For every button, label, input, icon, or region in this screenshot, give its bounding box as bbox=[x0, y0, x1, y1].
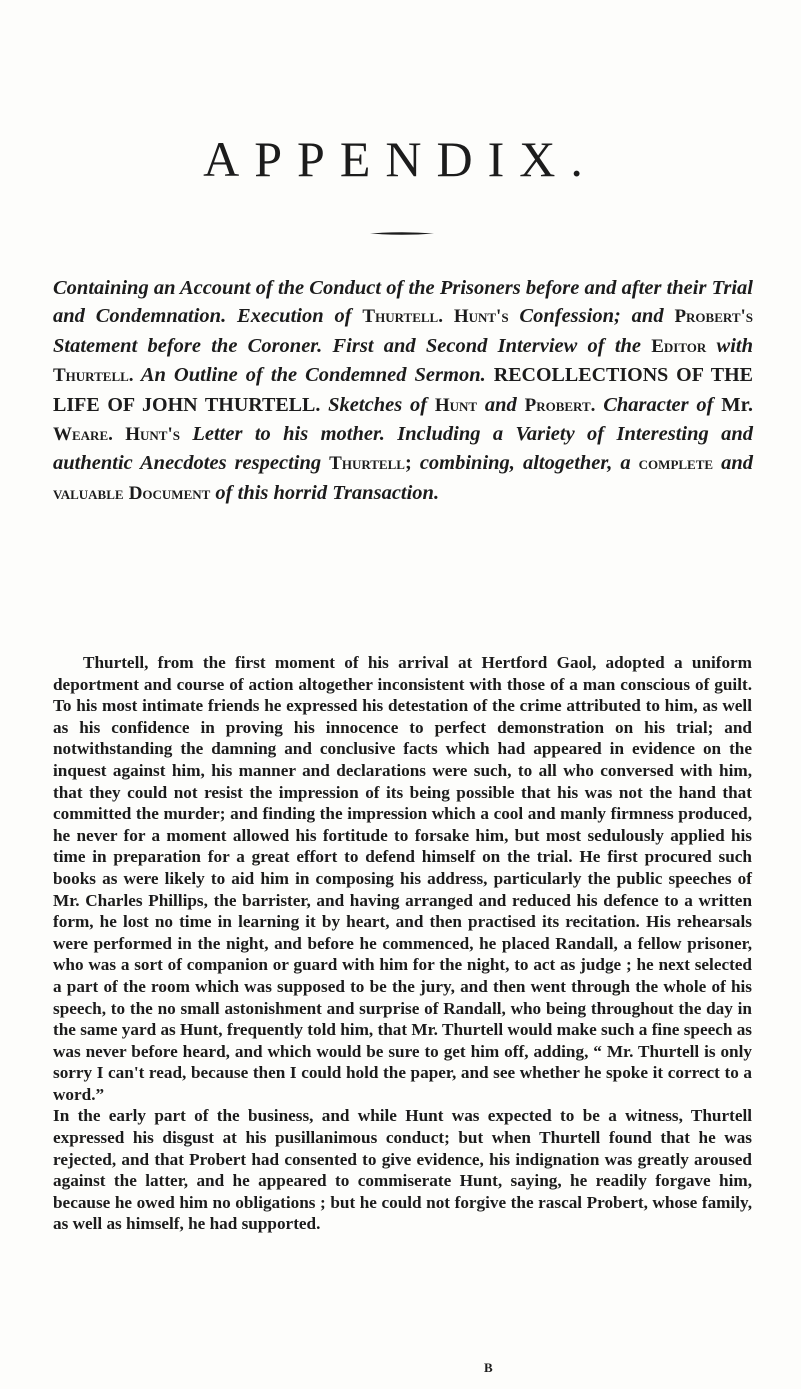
paragraph-2: In the early part of the business, and while Hunt was expected to be a witness, Thurtell expressed his disgust at his pusillanimous conduct; but when Thurtell found that he was rejected, and that Probert had consented to give evidence, his indignation was greatly aroused against the latter, and he appeared to commiserate Hunt, saying, he readily forgave him, because he owed him no obligations ; but he could not forgive the rascal Probert, whose family, as well as himself, he had supported. bbox=[53, 1106, 752, 1234]
contents-segment: Hunt bbox=[434, 394, 478, 416]
contents-segment bbox=[664, 305, 675, 327]
contents-segment: Weare. bbox=[53, 424, 113, 446]
contents-segment: Thurtell bbox=[329, 453, 405, 475]
contents-segment bbox=[113, 423, 125, 445]
contents-segment: and bbox=[631, 305, 664, 328]
contents-segment: Document bbox=[128, 482, 211, 504]
contents-segment bbox=[443, 305, 454, 327]
appendix-heading: APPENDIX. bbox=[203, 131, 598, 187]
contents-segment: and bbox=[477, 393, 525, 416]
contents-segment: Hunt's bbox=[453, 306, 509, 328]
contents-segment: Character of bbox=[595, 393, 722, 416]
contents-segment: with bbox=[706, 334, 754, 357]
paragraph-1: Thurtell, from the first moment of his arrival at Hertford Gaol, adopted a uniform deportment and course of action altogether inconsistent with those of a man conscious of guilt. To his most intimate friends he expressed his detestation of the crime attributed to him, as well as his confidence in proving his innocence to perfect demonstration on his trial; and notwithstanding the damning and conclusive facts which had appeared in evidence on the inquest against him, his manner and declarations were such, to all who conversed with him, that they could not resist the impression of its being possible that his was not the hand that committed the murder; and finding the impression which a cool and manly firmness produced, he never for a moment allowed his fortitude to forsake him, but most sedulously applied his time in preparation for a great effort to defend himself on the trial. He first procured such books as were likely to aid him in composing his address, particularly the public speeches of Mr. Charles Phillips, the barrister, and having arranged and reduced his defence to a written form, he lost no time in learning it by heart, and then practised its recitation. His rehearsals were performed in the night, and before he commenced, he placed Randall, a fellow prisoner, who was a sort of companion or guard with him for the night, to act as judge ; he next selected a part of the room which was supposed to be the jury, and then went through the whole of his speech, to the no small astonishment and surprise of Randall, who being throughout the day in the same yard as Hunt, frequently told him, that Mr. Thurtell would make such a fine speech as was never before heard, and which would be sure to get him off, adding, “ Mr. Thurtell is only sorry I can't read, because then I could hold the paper, and see whether he spoke it correct to a word.” bbox=[53, 653, 752, 1104]
contents-segment: Letter to his mother. Including a Variety of Interesting and authentic Anecdotes respecting bbox=[53, 423, 754, 475]
contents-segment: valuable bbox=[53, 482, 124, 504]
contents-segment: Containing an Account of the Conduct of the Prisoners before and after their Trial and Condemnation. Execution of bbox=[53, 277, 753, 328]
signature-mark: B bbox=[484, 1360, 493, 1375]
contents-segment: Mr. bbox=[721, 393, 753, 416]
contents-segment: An Outline of the Condemned Sermon. bbox=[133, 364, 494, 387]
contents-segment: combining, altogether, a bbox=[419, 452, 631, 475]
contents-segment: Hunt's bbox=[125, 424, 180, 446]
contents-segment: ; bbox=[404, 452, 420, 475]
contents-segment: of this horrid Transaction. bbox=[210, 481, 440, 504]
contents-summary bbox=[53, 274, 753, 508]
contents-segment: Thurtell. bbox=[362, 306, 443, 328]
body-text bbox=[53, 652, 752, 1235]
contents-segment: complete bbox=[638, 453, 714, 475]
contents-segment: Statement before the Coroner. First and Second Interview of the bbox=[53, 334, 652, 357]
contents-segment: and bbox=[713, 452, 754, 475]
contents-segment: RECOLLECTIONS OF THE LIFE OF JOHN THURTELL. bbox=[53, 364, 753, 416]
ornamental-rule bbox=[370, 232, 434, 235]
contents-segment: Confession; bbox=[508, 305, 632, 328]
contents-segment bbox=[631, 452, 639, 474]
contents-segment: Thurtell. bbox=[53, 365, 134, 387]
contents-segment: Probert. bbox=[524, 394, 596, 416]
contents-segment: Sketches of bbox=[320, 393, 435, 416]
contents-segment: Probert's bbox=[674, 306, 753, 328]
contents-segment: Editor bbox=[651, 335, 707, 357]
